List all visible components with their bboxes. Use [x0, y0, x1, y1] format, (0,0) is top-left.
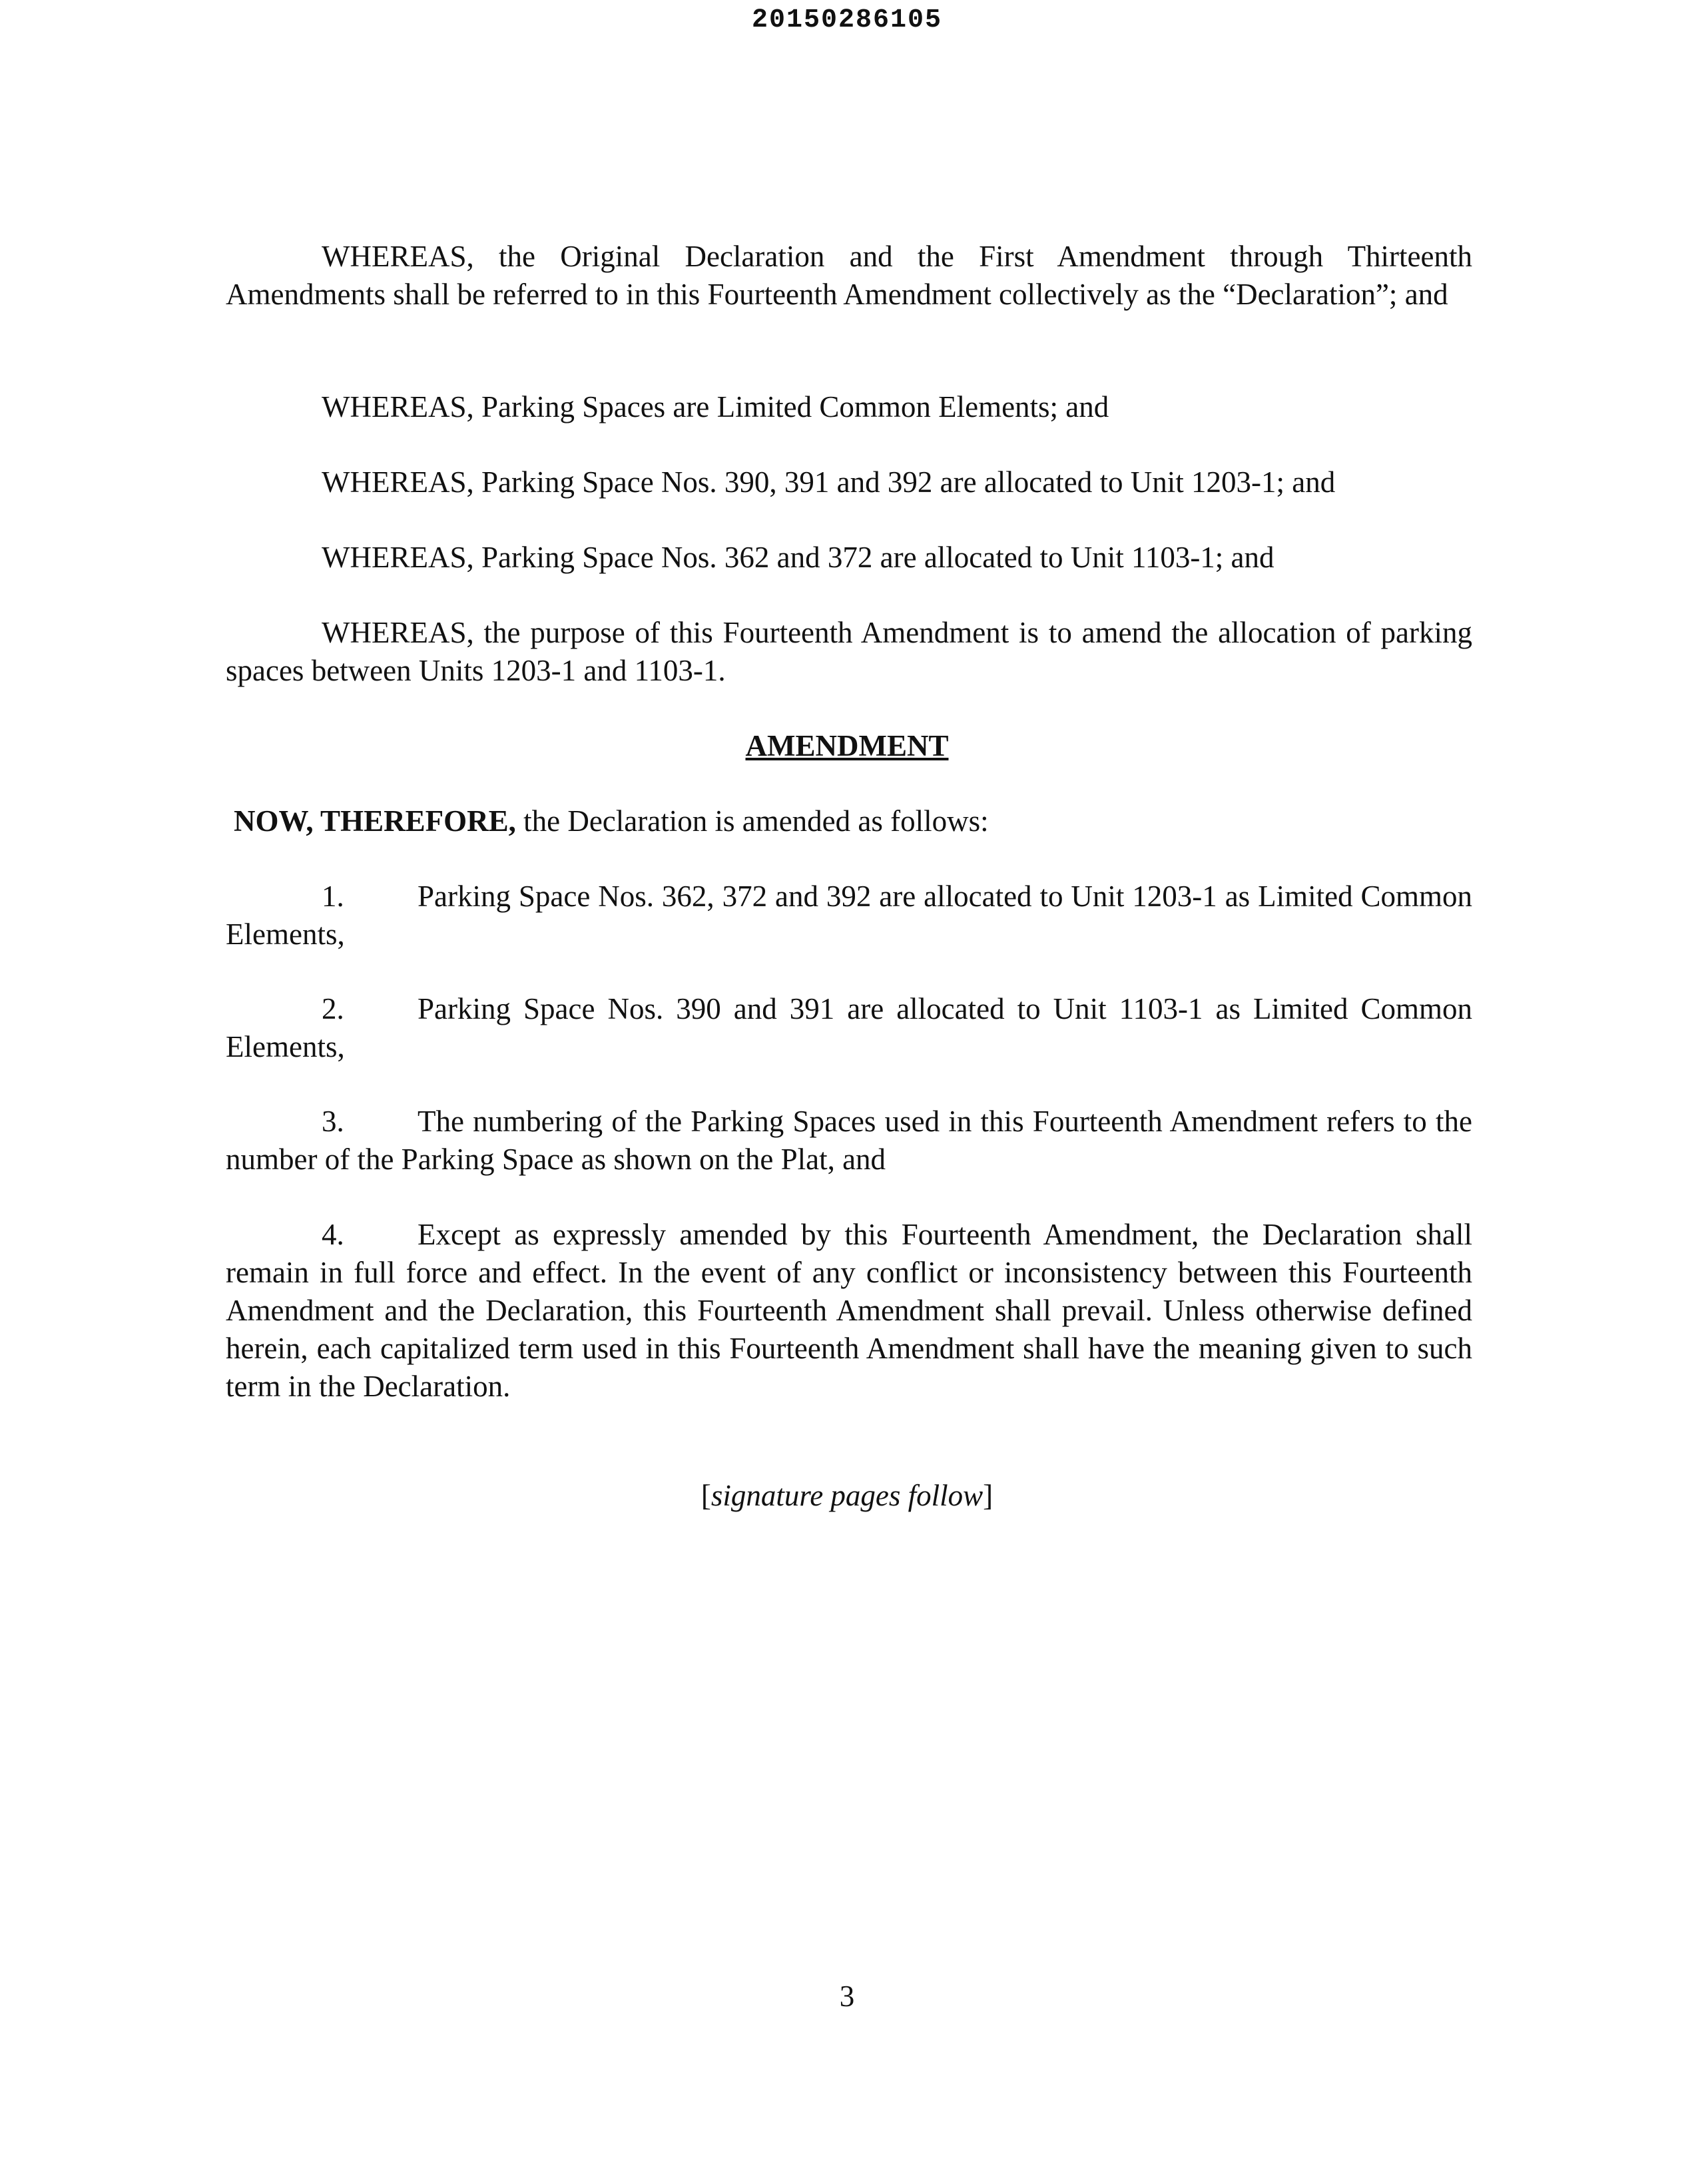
page-number: 3: [839, 1980, 855, 2013]
now-therefore-text: the Declaration is amended as follows:: [515, 804, 989, 838]
item-number: 2.: [322, 992, 344, 1025]
amendment-heading: AMENDMENT: [745, 729, 949, 762]
item-number: 4.: [322, 1218, 344, 1251]
amendment-item-4: [226, 1216, 1472, 1406]
recital-paragraph-1: WHEREAS, the Original Declaration and the First Amendment through Thirteenth Amendments shall be referred to in this Fourteenth Amendment collectively as the “Declaration”; and: [226, 240, 1472, 311]
recital-paragraph-3: WHEREAS, Parking Space Nos. 390, 391 and 392 are allocated to Unit 1203-1; and: [322, 465, 1336, 499]
item-text: Parking Space Nos. 362, 372 and 392 are allocated to Unit 1203-1 as Limited Common Elements,: [226, 880, 1472, 951]
signature-note-open: [: [701, 1479, 711, 1512]
recital-paragraph-2: WHEREAS, Parking Spaces are Limited Common Elements; and: [322, 390, 1109, 423]
item-text: The numbering of the Parking Spaces used in this Fourteenth Amendment refers to the number of the Parking Space as shown on the Plat, and: [226, 1105, 1472, 1176]
now-therefore-clause: [234, 802, 989, 840]
amendment-item-3: [226, 1103, 1472, 1179]
item-text: Parking Space Nos. 390 and 391 are allocated to Unit 1103-1 as Limited Common Elements,: [226, 992, 1472, 1063]
signature-note-close: ]: [983, 1479, 993, 1512]
item-number: 1.: [322, 880, 344, 913]
recital-paragraph-4: WHEREAS, Parking Space Nos. 362 and 372 are allocated to Unit 1103-1; and: [322, 541, 1274, 574]
item-number: 3.: [322, 1105, 344, 1138]
document-number: 20150286105: [751, 5, 943, 35]
amendment-item-1: [226, 878, 1472, 954]
signature-pages-note: [0, 1477, 1694, 1515]
item-text: Except as expressly amended by this Fourteenth Amendment, the Declaration shall remain in full force and effect. In the event of any conflict or inconsistency between this Fourteenth Amendment and the Declaration, this Fourteenth Amendment shall prevail. Unless otherwise defined herein, each capitalized term used in this Fourteenth Amendment shall have the meaning given to such term in the Declaration.: [226, 1218, 1472, 1403]
amendment-item-2: [226, 990, 1472, 1066]
recital-paragraph-5: WHEREAS, the purpose of this Fourteenth Amendment is to amend the allocation of parking spaces between Units 1203-1 and 1103-1.: [226, 616, 1472, 687]
signature-note-italic: signature pages follow: [710, 1479, 984, 1512]
now-therefore-bold: NOW, THEREFORE,: [234, 804, 516, 838]
